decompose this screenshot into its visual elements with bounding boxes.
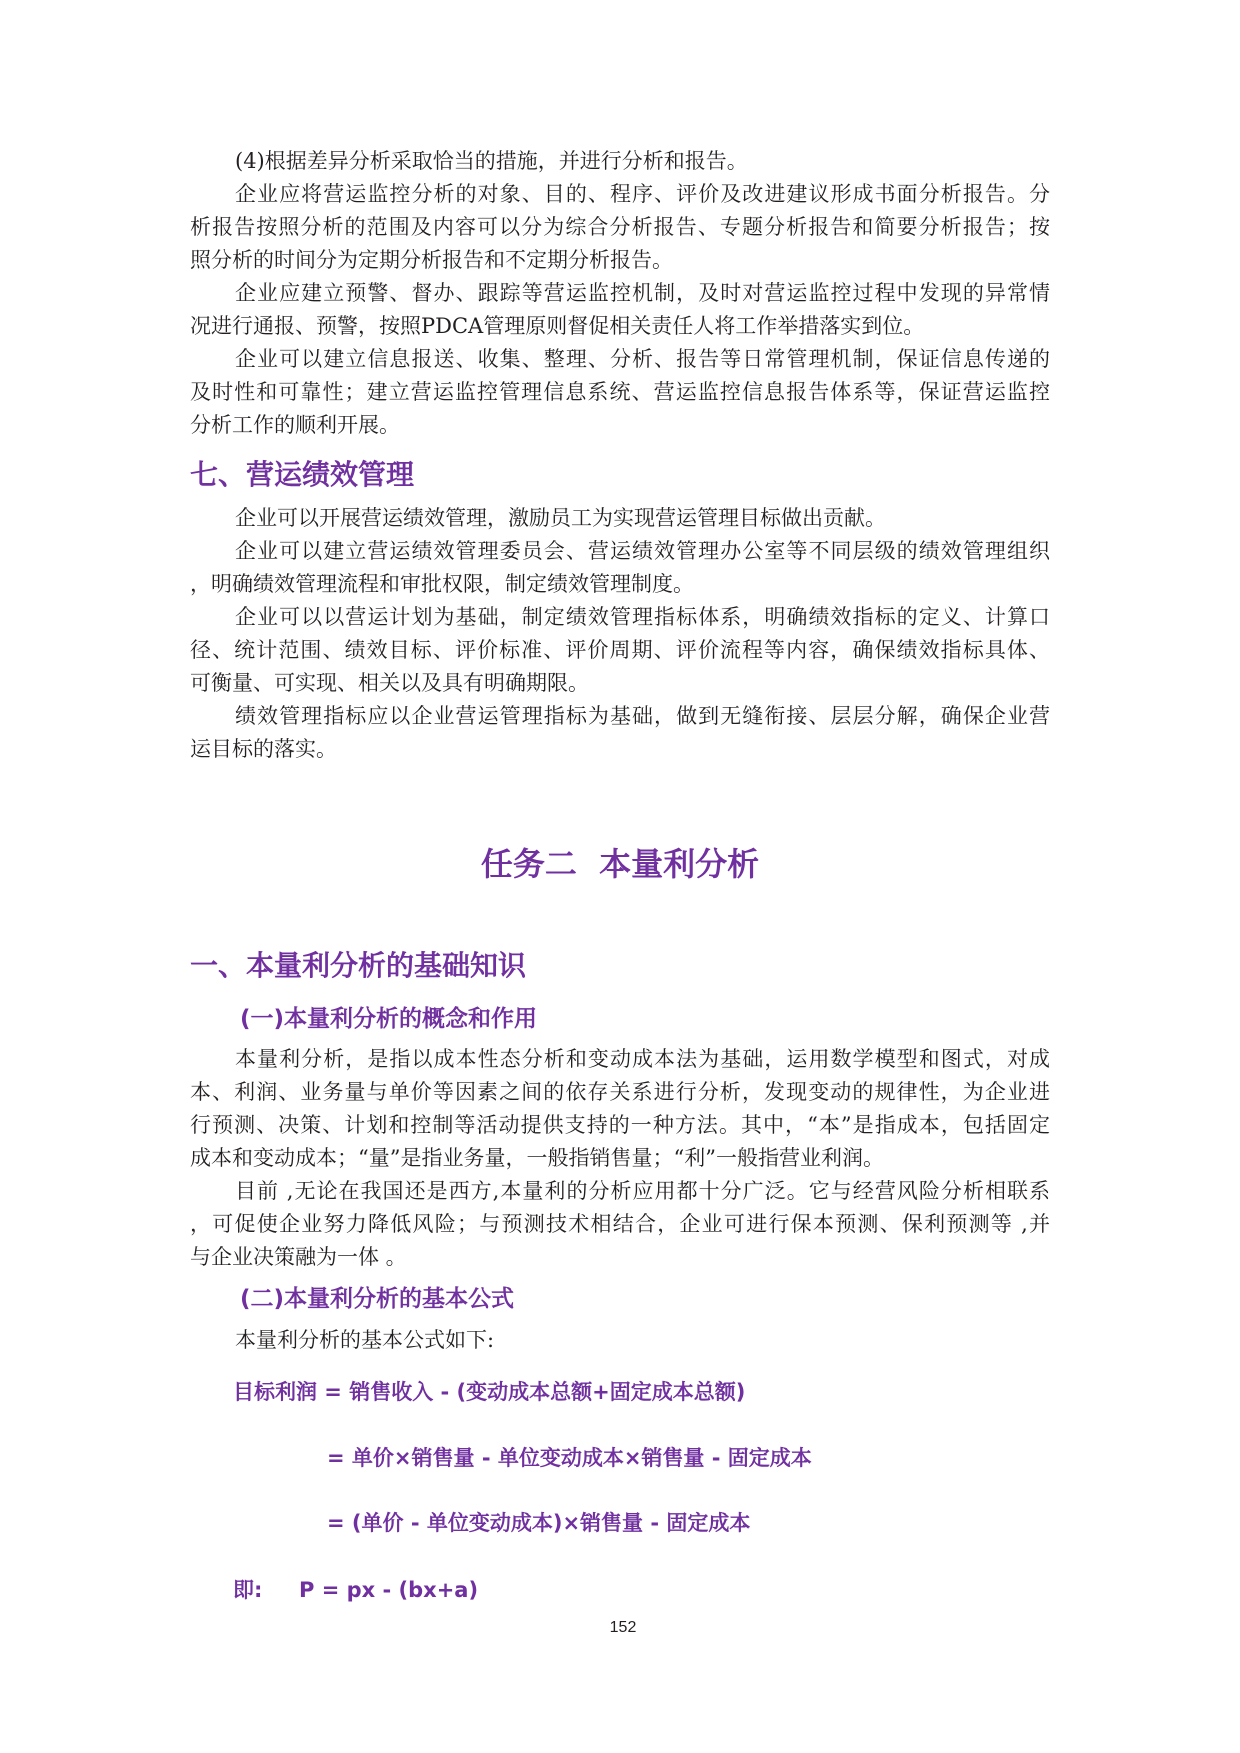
- formula-line-unit-expansion: = 单价×销售量 - 单位变动成本×销售量 - 固定成本: [327, 1446, 812, 1470]
- paragraph: [190, 343, 1050, 442]
- text-line: 本量利分析的基本公式如下:: [235, 1328, 495, 1352]
- formula-symbolic-label: 即:: [233, 1578, 263, 1602]
- paragraph: [190, 700, 1050, 766]
- section-performance-management: [190, 502, 1050, 766]
- text-line: (4)根据差异分析采取恰当的措施，并进行分析和报告。: [235, 149, 748, 173]
- text-line: 与企业决策融为一体 。: [190, 1245, 407, 1269]
- section-heading-performance-management: 七、营运绩效管理: [190, 458, 415, 491]
- text-line: 及时性和可靠性；建立营运监控管理信息系统、营运监控信息报告体系等，保证营运监控: [190, 380, 1050, 404]
- paragraph: [190, 601, 1050, 700]
- paragraph: [190, 178, 1050, 277]
- text-line: 照分析的时间分为定期分析报告和不定期分析报告。: [190, 248, 673, 272]
- subsection-heading-cvp-concept: (一)本量利分析的概念和作用: [240, 1006, 538, 1032]
- paragraph: [190, 502, 1050, 535]
- text-line: 企业可以建立营运绩效管理委员会、营运绩效管理办公室等不同层级的绩效管理组织: [235, 539, 1050, 563]
- text-line: 企业可以开展营运绩效管理，激励员工为实现营运管理目标做出贡献。: [235, 506, 886, 530]
- text-line: 况进行通报、预警，按照PDCA管理原则督促相关责任人将工作举措落实到位。: [190, 314, 925, 338]
- text-line: 本量利分析，是指以成本性态分析和变动成本法为基础，运用数学模型和图式，对成: [235, 1047, 1050, 1071]
- text-line: 分析工作的顺利开展。: [190, 413, 400, 437]
- text-line: 可衡量、可实现、相关以及具有明确期限。: [190, 671, 589, 695]
- text-line: 企业可以以营运计划为基础，制定绩效管理指标体系，明确绩效指标的定义、计算口: [235, 605, 1050, 629]
- section-cvp-concept: [190, 1043, 1050, 1274]
- paragraph: [190, 277, 1050, 343]
- text-line: 目前 ,无论在我国还是西方,本量利的分析应用都十分广泛。它与经营风险分析相联系: [235, 1179, 1050, 1203]
- text-line: 企业应建立预警、督办、跟踪等营运监控机制，及时对营运监控过程中发现的异常情: [235, 281, 1050, 305]
- formula-line-contribution-form: = (单价 - 单位变动成本)×销售量 - 固定成本: [327, 1511, 751, 1535]
- text-line: 运目标的落实。: [190, 737, 337, 761]
- section-operations-monitoring: [190, 145, 1050, 442]
- text-line: 析报告按照分析的范围及内容可以分为综合分析报告、专题分析报告和简要分析报告；按: [190, 215, 1050, 239]
- task-title: 任务二 本量利分析: [480, 845, 760, 883]
- formula-line-target-profit: 目标利润 = 销售收入 - (变动成本总额+固定成本总额): [233, 1380, 746, 1404]
- text-line: 企业可以建立信息报送、收集、整理、分析、报告等日常管理机制，保证信息传递的: [235, 347, 1050, 371]
- formula-symbolic: P = px - (bx+a): [299, 1578, 479, 1602]
- formula-intro: [190, 1324, 1050, 1357]
- text-line: ，明确绩效管理流程和审批权限，制定绩效管理制度。: [190, 572, 694, 596]
- paragraph: [190, 1175, 1050, 1274]
- subsection-heading-cvp-formula: (二)本量利分析的基本公式: [240, 1286, 515, 1312]
- text-line: 企业应将营运监控分析的对象、目的、程序、评价及改进建议形成书面分析报告。分: [235, 182, 1050, 206]
- page-number: 152: [609, 1619, 637, 1636]
- paragraph: [190, 1043, 1050, 1175]
- text-line: 绩效管理指标应以企业营运管理指标为基础，做到无缝衔接、层层分解，确保企业营: [235, 704, 1050, 728]
- paragraph: [190, 535, 1050, 601]
- text-line: 成本和变动成本；“量”是指业务量，一般指销售量；“利”一般指营业利润。: [190, 1146, 884, 1170]
- text-line: 径、统计范围、绩效目标、评价标准、评价周期、评价流程等内容，确保绩效指标具体、: [190, 638, 1050, 662]
- text-line: 行预测、决策、计划和控制等活动提供支持的一种方法。其中，“本”是指成本，包括固定: [190, 1113, 1050, 1137]
- section-heading-cvp-basics: 一、本量利分析的基础知识: [190, 949, 527, 982]
- text-line: ，可促使企业努力降低风险；与预测技术相结合，企业可进行保本预测、保利预测等 ,并: [190, 1212, 1050, 1236]
- text-line: 本、利润、业务量与单价等因素之间的依存关系进行分析，发现变动的规律性，为企业进: [190, 1080, 1050, 1104]
- paragraph: [190, 145, 1050, 178]
